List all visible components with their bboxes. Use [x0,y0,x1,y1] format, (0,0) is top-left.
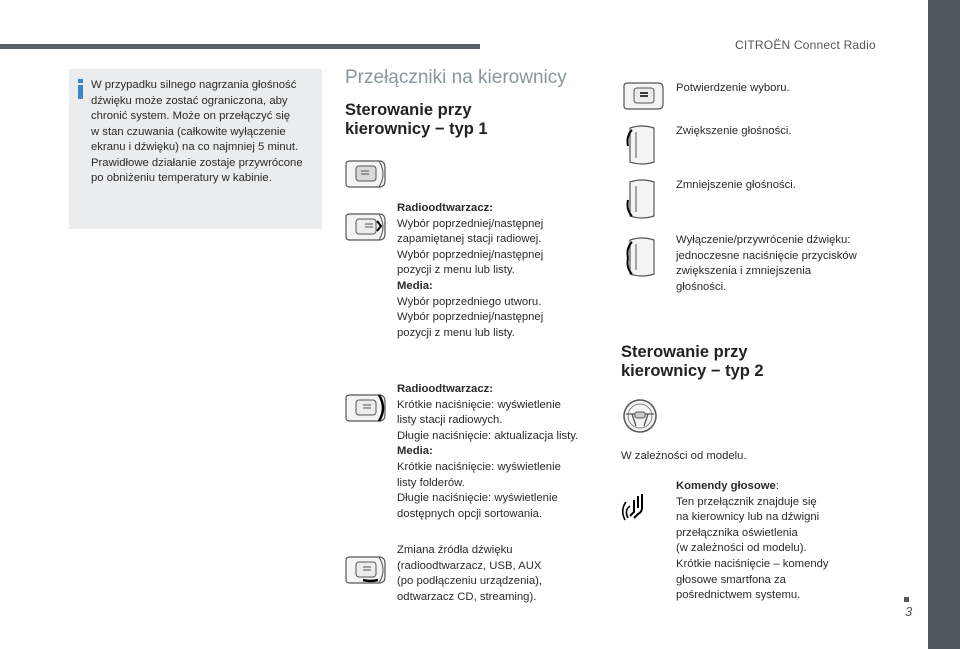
confirm-button-icon [620,80,666,112]
steering-wheel-icon [620,396,660,436]
type2-heading-line: Sterowanie przy [621,343,748,361]
item-line: odtwarzacz CD, streaming). [397,590,537,603]
item-line: zapamiętanej stacji radiowej. [397,233,542,246]
seek-buttons-icon [343,211,389,243]
type1-heading [345,101,488,139]
info-box [69,69,322,229]
info-icon [78,79,84,99]
page-marker [904,597,909,602]
info-line: po obniżeniu temperatury w kabinie. [91,172,272,184]
volume-down-icon [620,176,666,222]
page-number: 3 [905,604,913,619]
item-line: pozycji z menu lub listy. [397,264,515,277]
list-button-icon [343,392,389,424]
confirm-text: Potwierdzenie wyboru. [676,82,790,94]
info-line: Prawidłowe działanie zostaje przywrócone [91,156,303,169]
item-line: Długie naciśnięcie: aktualizacja listy. [397,429,579,442]
item-line: Wybór poprzedniej/następnej [397,248,544,261]
item-line: Zmiana źródła dźwięku [397,544,513,556]
voice-label-colon: : [775,480,779,492]
header-title: CITROËN Connect Radio [735,38,876,52]
item-line: listy folderów. [397,476,465,489]
item-label: Media: [397,445,433,458]
volume-down-text: Zmniejszenie głośności. [676,179,796,191]
item-line: Wybór poprzedniej/następnej [397,311,544,324]
item-label: Radioodtwarzacz: [397,383,494,395]
model-note: W zależności od modelu. [621,450,747,462]
info-line: w stan czuwania (całkowite wyłączenie [91,125,286,138]
item-label: Radioodtwarzacz: [397,202,494,214]
item-line: listy stacji radiowych. [397,414,503,427]
mute-line: zwiększenia i zmniejszenia [676,265,811,278]
type1-item3-text [397,543,597,605]
item-line: dostępnych opcji sortowania. [397,507,543,520]
item-line: Długie naciśnięcie: wyświetlenie [397,492,558,505]
voice-line: Krótkie naciśnięcie – komendy [676,557,829,570]
header-bar [0,44,480,49]
type1-item1-text [397,201,597,341]
voice-line: Ten przełącznik znajduje się [676,495,817,508]
type1-item2-text [397,382,602,522]
info-text [91,78,319,187]
mute-text [676,233,901,295]
voice-line: na kierownicy lub na dźwigni [676,511,820,524]
steering-control-type1-icon [343,158,389,190]
type2-heading-line: kierownicy − typ 2 [621,362,764,380]
volume-up-text: Zwiększenie głośności. [676,125,792,137]
mute-icon [620,234,666,280]
type1-heading-line: Sterowanie przy [345,101,472,119]
source-button-icon [343,554,389,586]
voice-line: przełącznika oświetlenia [676,526,798,539]
item-line: pozycji z menu lub listy. [397,326,515,339]
mute-line: jednoczesne naciśnięcie przycisków [676,249,857,262]
voice-command-icon [620,486,660,526]
info-line: W przypadku silnego nagrzania głośność [91,79,297,91]
page-edge-strip [928,0,960,649]
type1-heading-line: kierownicy − typ 1 [345,120,488,138]
voice-label: Komendy głosowe [676,480,776,492]
item-label: Media: [397,279,433,292]
section-title: Przełączniki na kierownicy [345,67,567,88]
voice-label-line [676,479,901,495]
item-line: Wybór poprzedniego utworu. [397,295,542,308]
item-line: Krótkie naciśnięcie: wyświetlenie [397,460,561,473]
mute-line: głośności. [676,280,727,293]
info-line: ekranu i dźwięku) na co najmniej 5 minut. [91,141,299,153]
voice-line: pośrednictwem systemu. [676,589,801,602]
voice-line: głosowe smartfona za [676,573,786,586]
info-line: chronić system. Może on przełączyć się [91,110,291,122]
item-line: Krótkie naciśnięcie: wyświetlenie [397,398,561,411]
mute-line: Wyłączenie/przywrócenie dźwięku: [676,234,851,246]
item-line: (radioodtwarzacz, USB, AUX [397,559,542,572]
voice-line: (w zależności od modelu). [676,542,807,555]
item-line: (po podłączeniu urządzenia), [397,575,543,588]
type2-heading [621,343,764,381]
item-line: Wybór poprzedniej/następnej [397,217,544,230]
voice-text [676,479,901,604]
info-line: dźwięku może zostać ograniczona, aby [91,94,288,107]
volume-up-icon [620,122,666,168]
